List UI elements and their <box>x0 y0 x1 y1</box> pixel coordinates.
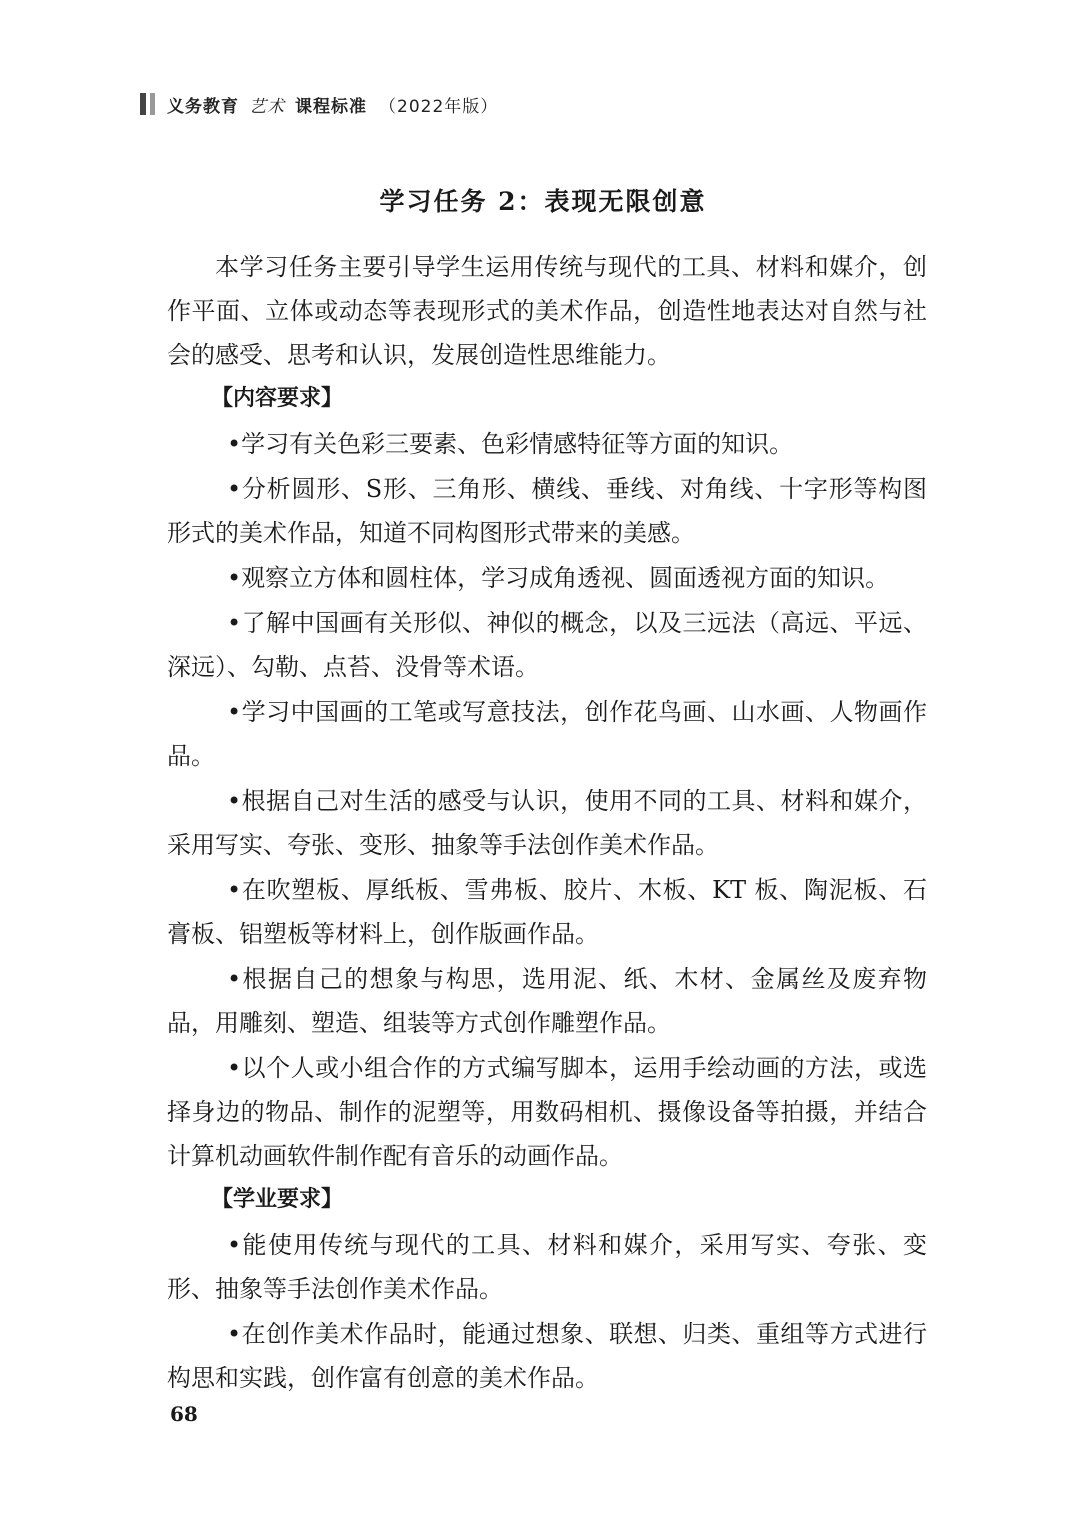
running-header <box>140 90 498 118</box>
header-title-text: 课程标准 <box>295 96 367 117</box>
header-subject: 艺术 <box>249 96 285 117</box>
intro-paragraph: 本学习任务主要引导学生运用传统与现代的工具、材料和媒介，创作平面、立体或动态等表现形式的美术作品，创造性地表达对自然与社会的感受、思考和认识，发展创造性思维能力。 <box>167 253 927 369</box>
content-item: •根据自己对生活的感受与认识，使用不同的工具、材料和媒介，采用写实、夸张、变形、抽象等手法创作美术作品。 <box>167 787 927 859</box>
header-title <box>167 92 498 117</box>
page-number: 68 <box>170 1402 198 1426</box>
content-item: •根据自己的想象与构思，选用泥、纸、木材、金属丝及废弃物品，用雕刻、塑造、组装等方式创作雕塑作品。 <box>167 965 927 1037</box>
content-requirements-heading: 【内容要求】 <box>211 386 344 411</box>
section-title: 学习任务 2：表现无限创意 <box>379 187 707 216</box>
header-bars-icon <box>140 93 155 115</box>
academic-requirements-heading: 【学业要求】 <box>211 1187 344 1212</box>
header-series: 义务教育 <box>167 96 239 117</box>
content-item: •以个人或小组合作的方式编写脚本，运用手绘动画的方法，或选择身边的物品、制作的泥塑等，用数码相机、摄像设备等拍摄，并结合计算机动画软件制作配有音乐的动画作品。 <box>167 1054 927 1170</box>
content-item: •分析圆形、S形、三角形、横线、垂线、对角线、十字形等构图形式的美术作品，知道不同构图形式带来的美感。 <box>167 475 927 547</box>
academic-item: •在创作美术作品时，能通过想象、联想、归类、重组等方式进行构思和实践，创作富有创意的美术作品。 <box>167 1320 927 1392</box>
header-edition: （2022年版） <box>379 96 499 117</box>
content-item: •学习有关色彩三要素、色彩情感特征等方面的知识。 <box>227 430 794 458</box>
content-item: •了解中国画有关形似、神似的概念，以及三远法（高远、平远、深远）、勾勒、点苔、没骨等术语。 <box>167 609 927 681</box>
content-item: •学习中国画的工笔或写意技法，创作花鸟画、山水画、人物画作品。 <box>167 698 927 770</box>
body-content <box>167 245 927 1400</box>
academic-item: •能使用传统与现代的工具、材料和媒介，采用写实、夸张、变形、抽象等手法创作美术作品。 <box>167 1231 927 1303</box>
content-item: •观察立方体和圆柱体，学习成角透视、圆面透视方面的知识。 <box>227 564 890 592</box>
content-item: •在吹塑板、厚纸板、雪弗板、胶片、木板、KT 板、陶泥板、石膏板、铝塑板等材料上，创作版画作品。 <box>167 876 927 948</box>
